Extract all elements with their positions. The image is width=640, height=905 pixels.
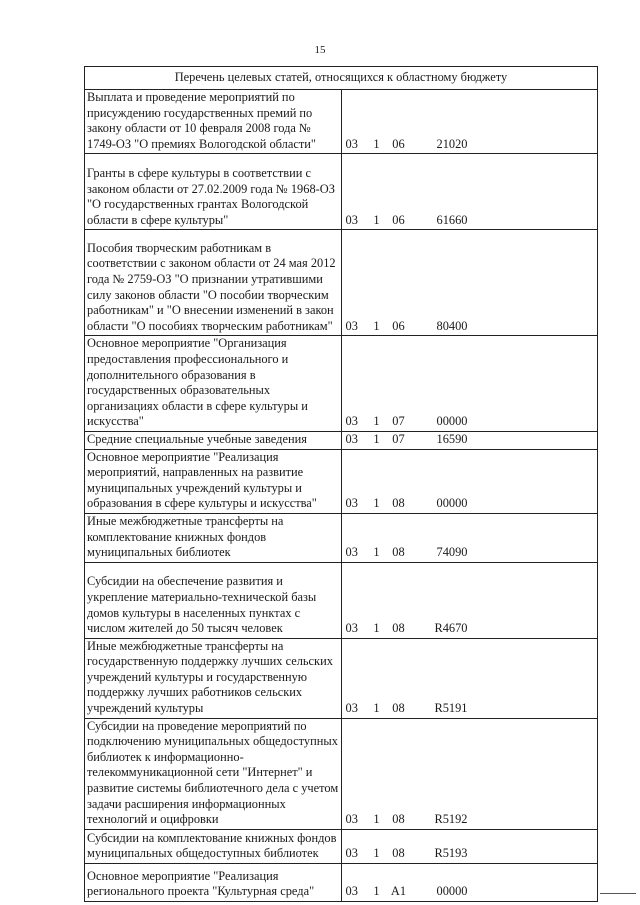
table-title: Перечень целевых статей, относящихся к областному бюджету (85, 67, 598, 90)
row-code (341, 154, 598, 230)
target-articles-table (84, 66, 598, 902)
row-code (341, 513, 598, 562)
row-name: Гранты в сфере культуры в соответствии с законом области от 27.02.2009 года № 1968-ОЗ "О государственных грантах Вологодской области в сфере культуры" (85, 154, 342, 230)
code-part-c2: 1 (373, 136, 380, 151)
code-part-c3: 08 (392, 545, 405, 560)
code-part-c2: 1 (373, 496, 380, 511)
code-part-c4: 00000 (436, 884, 468, 899)
code-part-c1: 03 (345, 431, 358, 446)
code-part-c1: 03 (345, 812, 358, 827)
row-name: Иные межбюджетные трансферты на государственную поддержку лучших сельских учреждений культуры и государственную поддержку лучших работников сельских учреждений культуры (85, 638, 342, 718)
code-part-c4: R4670 (434, 621, 468, 636)
code-part-c4: 00000 (436, 414, 468, 429)
row-name: Субсидии на проведение мероприятий по подключению муниципальных общедоступных библиотек к информационно-телекоммуникационной сети "Интернет" и развитие системы библиотечного дела с учетом задачи расширения информационных технологий и оцифровки (85, 718, 342, 829)
table-row (85, 336, 598, 432)
code-part-c3: 06 (392, 318, 405, 333)
row-code (341, 431, 598, 449)
code-part-c1: 03 (345, 212, 358, 227)
row-code (341, 90, 598, 154)
row-name: Выплата и проведение мероприятий по присуждению государственных премий по закону области от 10 февраля 2008 года № 1749-ОЗ "О премиях Вологодской области" (85, 90, 342, 154)
code-part-c1: 03 (345, 621, 358, 636)
code-part-c3: 08 (392, 621, 405, 636)
row-code (341, 230, 598, 336)
row-name: Средние специальные учебные заведения (85, 431, 342, 449)
code-part-c1: 03 (345, 136, 358, 151)
table-row (85, 154, 598, 230)
code-part-c2: 1 (373, 431, 380, 446)
table-row (85, 718, 598, 829)
row-code (341, 829, 598, 863)
code-part-c2: 1 (373, 318, 380, 333)
table-row (85, 90, 598, 154)
code-part-c2: 1 (373, 701, 380, 716)
code-part-c3: А1 (390, 884, 407, 899)
code-part-c1: 03 (345, 545, 358, 560)
row-name: Основное мероприятие "Реализация регионального проекта "Культурная среда" (85, 863, 342, 901)
page-number: 15 (314, 44, 326, 56)
code-part-c4: 21020 (436, 136, 468, 151)
code-part-c1: 03 (345, 496, 358, 511)
code-part-c3: 06 (392, 212, 405, 227)
table-row (85, 513, 598, 562)
code-part-c2: 1 (373, 212, 380, 227)
code-part-c3: 06 (392, 136, 405, 151)
code-part-c2: 1 (373, 812, 380, 827)
code-part-c4: 00000 (436, 496, 468, 511)
row-name: Основное мероприятие "Реализация мероприятий, направленных на развитие муниципальных учреждений культуры и образования в сфере культуры и искусства" (85, 449, 342, 513)
table-row (85, 562, 598, 638)
code-part-c4: R5193 (434, 846, 468, 861)
table-row (85, 449, 598, 513)
code-part-c2: 1 (373, 846, 380, 861)
code-part-c1: 03 (345, 701, 358, 716)
row-code (341, 718, 598, 829)
table-row (85, 230, 598, 336)
code-part-c3: 07 (392, 414, 405, 429)
code-part-c3: 08 (392, 846, 405, 861)
table-row (85, 829, 598, 863)
row-name: Основное мероприятие "Организация предоставления профессионального и дополнительного образования в государственных образовательных организациях области в сфере культуры и искусства" (85, 336, 342, 432)
code-part-c3: 08 (392, 701, 405, 716)
code-part-c4: 16590 (436, 431, 468, 446)
row-name: Иные межбюджетные трансферты на комплектование книжных фондов муниципальных библиотек (85, 513, 342, 562)
table-row (85, 863, 598, 901)
row-name: Пособия творческим работникам в соответствии с законом области от 24 мая 2012 года № 2759-ОЗ "О признании утратившими силу законов области "О пособии творческим работникам" и "О внесении изменений в закон области "О пособиях творческим работникам" (85, 230, 342, 336)
row-name: Субсидии на комплектование книжных фондов муниципальных общедоступных библиотек (85, 829, 342, 863)
row-code (341, 863, 598, 901)
row-code (341, 336, 598, 432)
code-part-c1: 03 (345, 884, 358, 899)
code-part-c3: 07 (392, 431, 405, 446)
table-title-row (85, 67, 598, 90)
code-part-c3: 08 (392, 812, 405, 827)
row-code (341, 449, 598, 513)
code-part-c2: 1 (373, 414, 380, 429)
row-name: Субсидии на обеспечение развития и укрепление материально-технической базы домов культуры в населенных пунктах с числом жителей до 50 тысяч человек (85, 562, 342, 638)
table-row (85, 638, 598, 718)
code-part-c1: 03 (345, 318, 358, 333)
row-code (341, 562, 598, 638)
code-part-c2: 1 (373, 545, 380, 560)
code-part-c3: 08 (392, 496, 405, 511)
code-part-c4: 74090 (436, 545, 468, 560)
table-row (85, 431, 598, 449)
code-part-c1: 03 (345, 846, 358, 861)
code-part-c2: 1 (373, 621, 380, 636)
code-part-c2: 1 (373, 884, 380, 899)
code-part-c1: 03 (345, 414, 358, 429)
code-part-c4: R5192 (434, 812, 468, 827)
row-code (341, 638, 598, 718)
code-part-c4: 61660 (436, 212, 468, 227)
code-part-c4: 80400 (436, 318, 468, 333)
code-part-c4: R5191 (434, 701, 468, 716)
page-corner-line (600, 893, 636, 894)
